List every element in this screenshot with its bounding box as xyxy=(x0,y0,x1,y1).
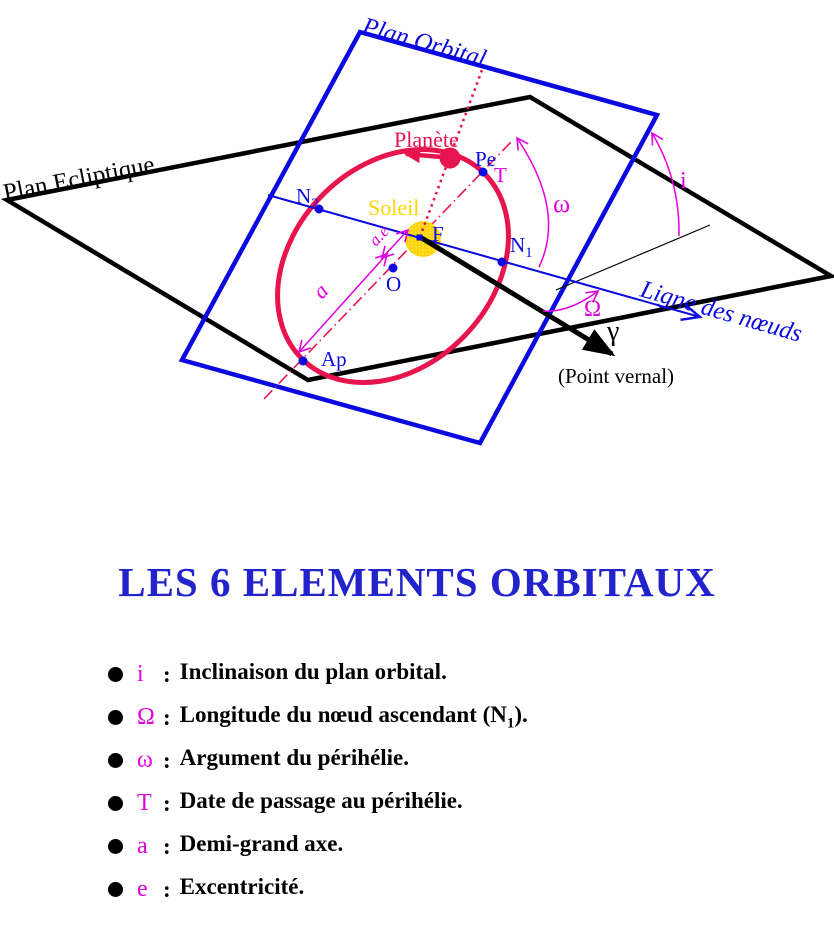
legend-separator: : xyxy=(163,833,171,859)
legend-separator: : xyxy=(163,747,171,773)
perihelion-label: Pe xyxy=(475,147,496,171)
bullet-icon xyxy=(108,710,123,725)
legend-separator: : xyxy=(163,661,171,687)
bullet-icon xyxy=(108,796,123,811)
legend-text-pre: Longitude du nœud ascendant (N xyxy=(179,702,507,728)
orbital-plane-label: Plan Orbital xyxy=(359,12,490,73)
node-n2-sub: 2 xyxy=(311,196,319,212)
node-n2-label xyxy=(296,184,319,212)
legend-symbol: i xyxy=(137,661,144,687)
vernal-point-label: (Point vernal) xyxy=(557,364,675,388)
legend-symbol: Ω xyxy=(137,704,155,730)
legend-item-perihelion-date xyxy=(108,782,528,825)
legend-separator: : xyxy=(163,876,171,902)
aphelion-label: Ap xyxy=(321,347,347,371)
legend-separator: : xyxy=(163,790,171,816)
legend-text-pre: Date de passage au périhélie. xyxy=(179,788,463,814)
legend-text-pre: Demi-grand axe. xyxy=(179,831,344,857)
legend-text-pre: Excentricité. xyxy=(179,874,305,900)
legend-text-pre: Argument du périhélie. xyxy=(179,745,410,771)
bullet-icon xyxy=(108,839,123,854)
node-n1-base: N xyxy=(510,233,526,257)
legend-text-post: ). xyxy=(514,702,528,728)
semi-major-axis-arrow xyxy=(299,254,387,352)
legend-text xyxy=(180,874,305,905)
legend-item-ascending-node xyxy=(108,696,528,739)
legend-symbol: e xyxy=(137,876,148,902)
gamma-symbol: γ xyxy=(607,316,620,347)
ecliptic-plane-label: Plan Ecliptique xyxy=(0,151,157,207)
legend-separator: : xyxy=(163,704,171,730)
inclination-symbol: i xyxy=(680,168,687,194)
line-of-nodes-label: Ligne des nœuds xyxy=(637,275,806,348)
legend-text xyxy=(180,788,463,819)
semi-major-axis-symbol: a xyxy=(307,278,334,304)
node-n1-dot xyxy=(498,258,507,267)
perihelion-date-label: T xyxy=(494,163,507,187)
focus-label: F xyxy=(432,222,444,246)
sun-label: Soleil xyxy=(368,195,420,220)
legend-text-sub: 1 xyxy=(506,715,515,732)
legend-item-eccentricity xyxy=(108,868,528,911)
legend-text xyxy=(180,702,528,733)
legend-symbol: a xyxy=(137,833,148,859)
orbital-elements-legend xyxy=(108,653,528,911)
omega-symbol: ω xyxy=(553,189,571,218)
legend-item-semi-major-axis xyxy=(108,825,528,868)
bullet-icon xyxy=(108,667,123,682)
aphelion-dot xyxy=(299,357,308,366)
legend-symbol: T xyxy=(137,790,152,816)
focus-marker xyxy=(417,235,423,241)
page-title: LES 6 ELEMENTS ORBITAUX xyxy=(118,559,716,605)
focal-distance-symbol: a.e xyxy=(365,221,393,250)
center-label: O xyxy=(386,272,402,296)
legend-text-pre: Inclinaison du plan orbital. xyxy=(179,659,447,685)
node-n2-base: N xyxy=(296,184,312,208)
legend-item-perihelion-argument xyxy=(108,739,528,782)
bullet-icon xyxy=(108,753,123,768)
bullet-icon xyxy=(108,882,123,897)
legend-text xyxy=(180,659,447,690)
ascending-node-symbol: Ω xyxy=(584,296,602,321)
planet-label: Planète xyxy=(394,127,459,152)
legend-symbol: ω xyxy=(137,747,153,773)
legend-text xyxy=(180,831,344,862)
legend-item-inclination xyxy=(108,653,528,696)
node-n1-sub: 1 xyxy=(525,245,533,261)
legend-text xyxy=(180,745,409,776)
node-n1-label xyxy=(510,233,533,261)
